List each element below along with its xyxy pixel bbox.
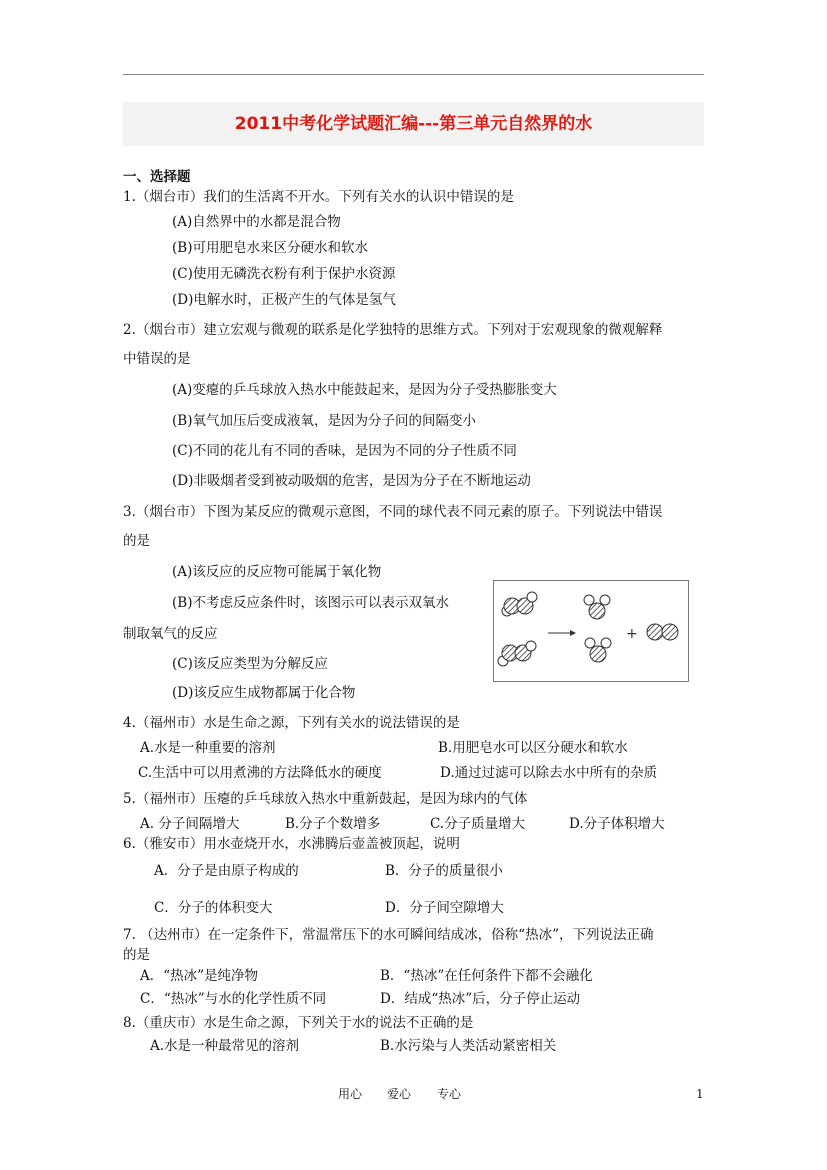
reaction-arrow [548,630,576,636]
q7-option-c: C．“热冰”与水的化学性质不同 [140,991,327,1007]
q1-option-b: (B)可用肥皂水来区分硬水和软水 [172,240,368,256]
q1-stem: 1.（烟台市）我们的生活离不开水。下列有关水的认识中错误的是 [123,189,514,205]
q6-option-a: A．分子是由原子构成的 [154,863,299,879]
q8-stem: 8.（重庆市）水是生命之源，下列关于水的说法不正确的是 [123,1015,474,1031]
q4-option-b: B.用肥皂水可以区分硬水和软水 [438,740,628,756]
reaction-diagram [493,580,689,682]
q3-option-b-line1: (B)不考虑反应条件时，该图示可以表示双氧水 [172,595,449,611]
q2-option-a: (A)变瘪的乒乓球放入热水中能鼓起来，是因为分子受热膨胀变大 [172,382,557,398]
q2-option-d: (D)非吸烟者受到被动吸烟的危害，是因为分子在不断地运动 [172,473,531,489]
q8-option-a: A.水是一种最常见的溶剂 [150,1038,300,1054]
q5-option-d: D.分子体积增大 [569,816,665,832]
q7-option-d: D．结成“热冰”后，分子停止运动 [380,991,581,1007]
q2-option-b: (B)氧气加压后变成液氧，是因为分子问的间隔变小 [172,413,476,429]
q5-option-b: B.分子个数增多 [285,816,381,832]
q2-stem-line2: 中错误的是 [123,351,191,367]
q1-option-d: (D)电解水时，正极产生的气体是氢气 [172,292,396,308]
q3-stem-line2: 的是 [123,533,150,549]
q2-stem-line1: 2.（烟台市）建立宏观与微观的联系是化学独特的思维方式。下列对于宏观现象的微观解释 [123,322,663,338]
q5-stem: 5.（福州市）压瘪的乒乓球放入热水中重新鼓起，是因为球内的气体 [123,791,528,807]
q3-option-a: (A)该反应的反应物可能属于氧化物 [172,564,382,580]
q3-option-b-line2: 制取氧气的反应 [123,626,218,642]
reactant-molecule-2 [498,641,536,666]
q4-stem: 4.（福州市）水是生命之源，下列有关水的说法错误的是 [123,715,460,731]
q3-option-d: (D)该反应生成物都属于化合物 [172,685,356,701]
q6-option-b: B．分子的质量很小 [385,863,503,879]
q5-option-c: C.分子质量增大 [430,816,526,832]
q6-stem: 6.（雅安市）用水壶烧开水，水沸腾后壶盖被顶起，说明 [123,836,460,852]
q6-option-d: D．分子间空隙增大 [385,900,504,916]
q7-stem-line1: 7. （达州市）在一定条件下，常温常压下的水可瞬间结成冰，俗称“热冰”，下列说法正确 [123,927,654,943]
page-number: 1 [696,1087,704,1101]
q1-option-c: (C)使用无磷洗衣粉有利于保护水资源 [172,266,396,282]
q7-option-b: B．“热冰”在任何条件下都不会融化 [380,968,593,984]
document-title: 2011中考化学试题汇编---第三单元自然界的水 [123,102,704,146]
q7-option-a: A．“热冰”是纯净物 [140,968,259,984]
q3-option-c: (C)该反应类型为分解反应 [172,656,328,672]
reactant-molecule-1 [502,592,537,616]
footer-motto-3: 专心 [437,1087,462,1101]
plus-sign: + [626,626,638,642]
q6-option-c: C．分子的体积变大 [154,900,273,916]
product-molecule-3 [647,624,678,640]
footer-motto-1: 用心 [338,1087,363,1101]
q7-stem-line2: 的是 [123,947,150,963]
header-rule [123,74,704,75]
reaction-diagram-svg [494,581,688,681]
q4-option-a: A.水是一种重要的溶剂 [140,740,276,756]
q2-option-c: (C)不同的花儿有不同的香味，是因为不同的分子性质不同 [172,443,517,459]
q3-stem-line1: 3.（烟台市）下图为某反应的微观示意图，不同的球代表不同元素的原子。下列说法中错误 [123,504,663,520]
q4-option-d: D.通过过滤可以除去水中所有的杂质 [440,765,658,781]
footer-motto-2: 爱心 [387,1087,412,1101]
q8-option-b: B.水污染与人类活动紧密相关 [380,1038,557,1054]
q1-option-a: (A)自然界中的水都是混合物 [172,214,341,230]
product-molecule-1 [584,595,610,619]
product-molecule-2 [585,638,611,662]
q5-option-a: A. 分子间隔增大 [140,816,240,832]
section-heading: 一、选择题 [123,169,191,185]
q4-option-c: C.生活中可以用煮沸的方法降低水的硬度 [138,765,382,781]
